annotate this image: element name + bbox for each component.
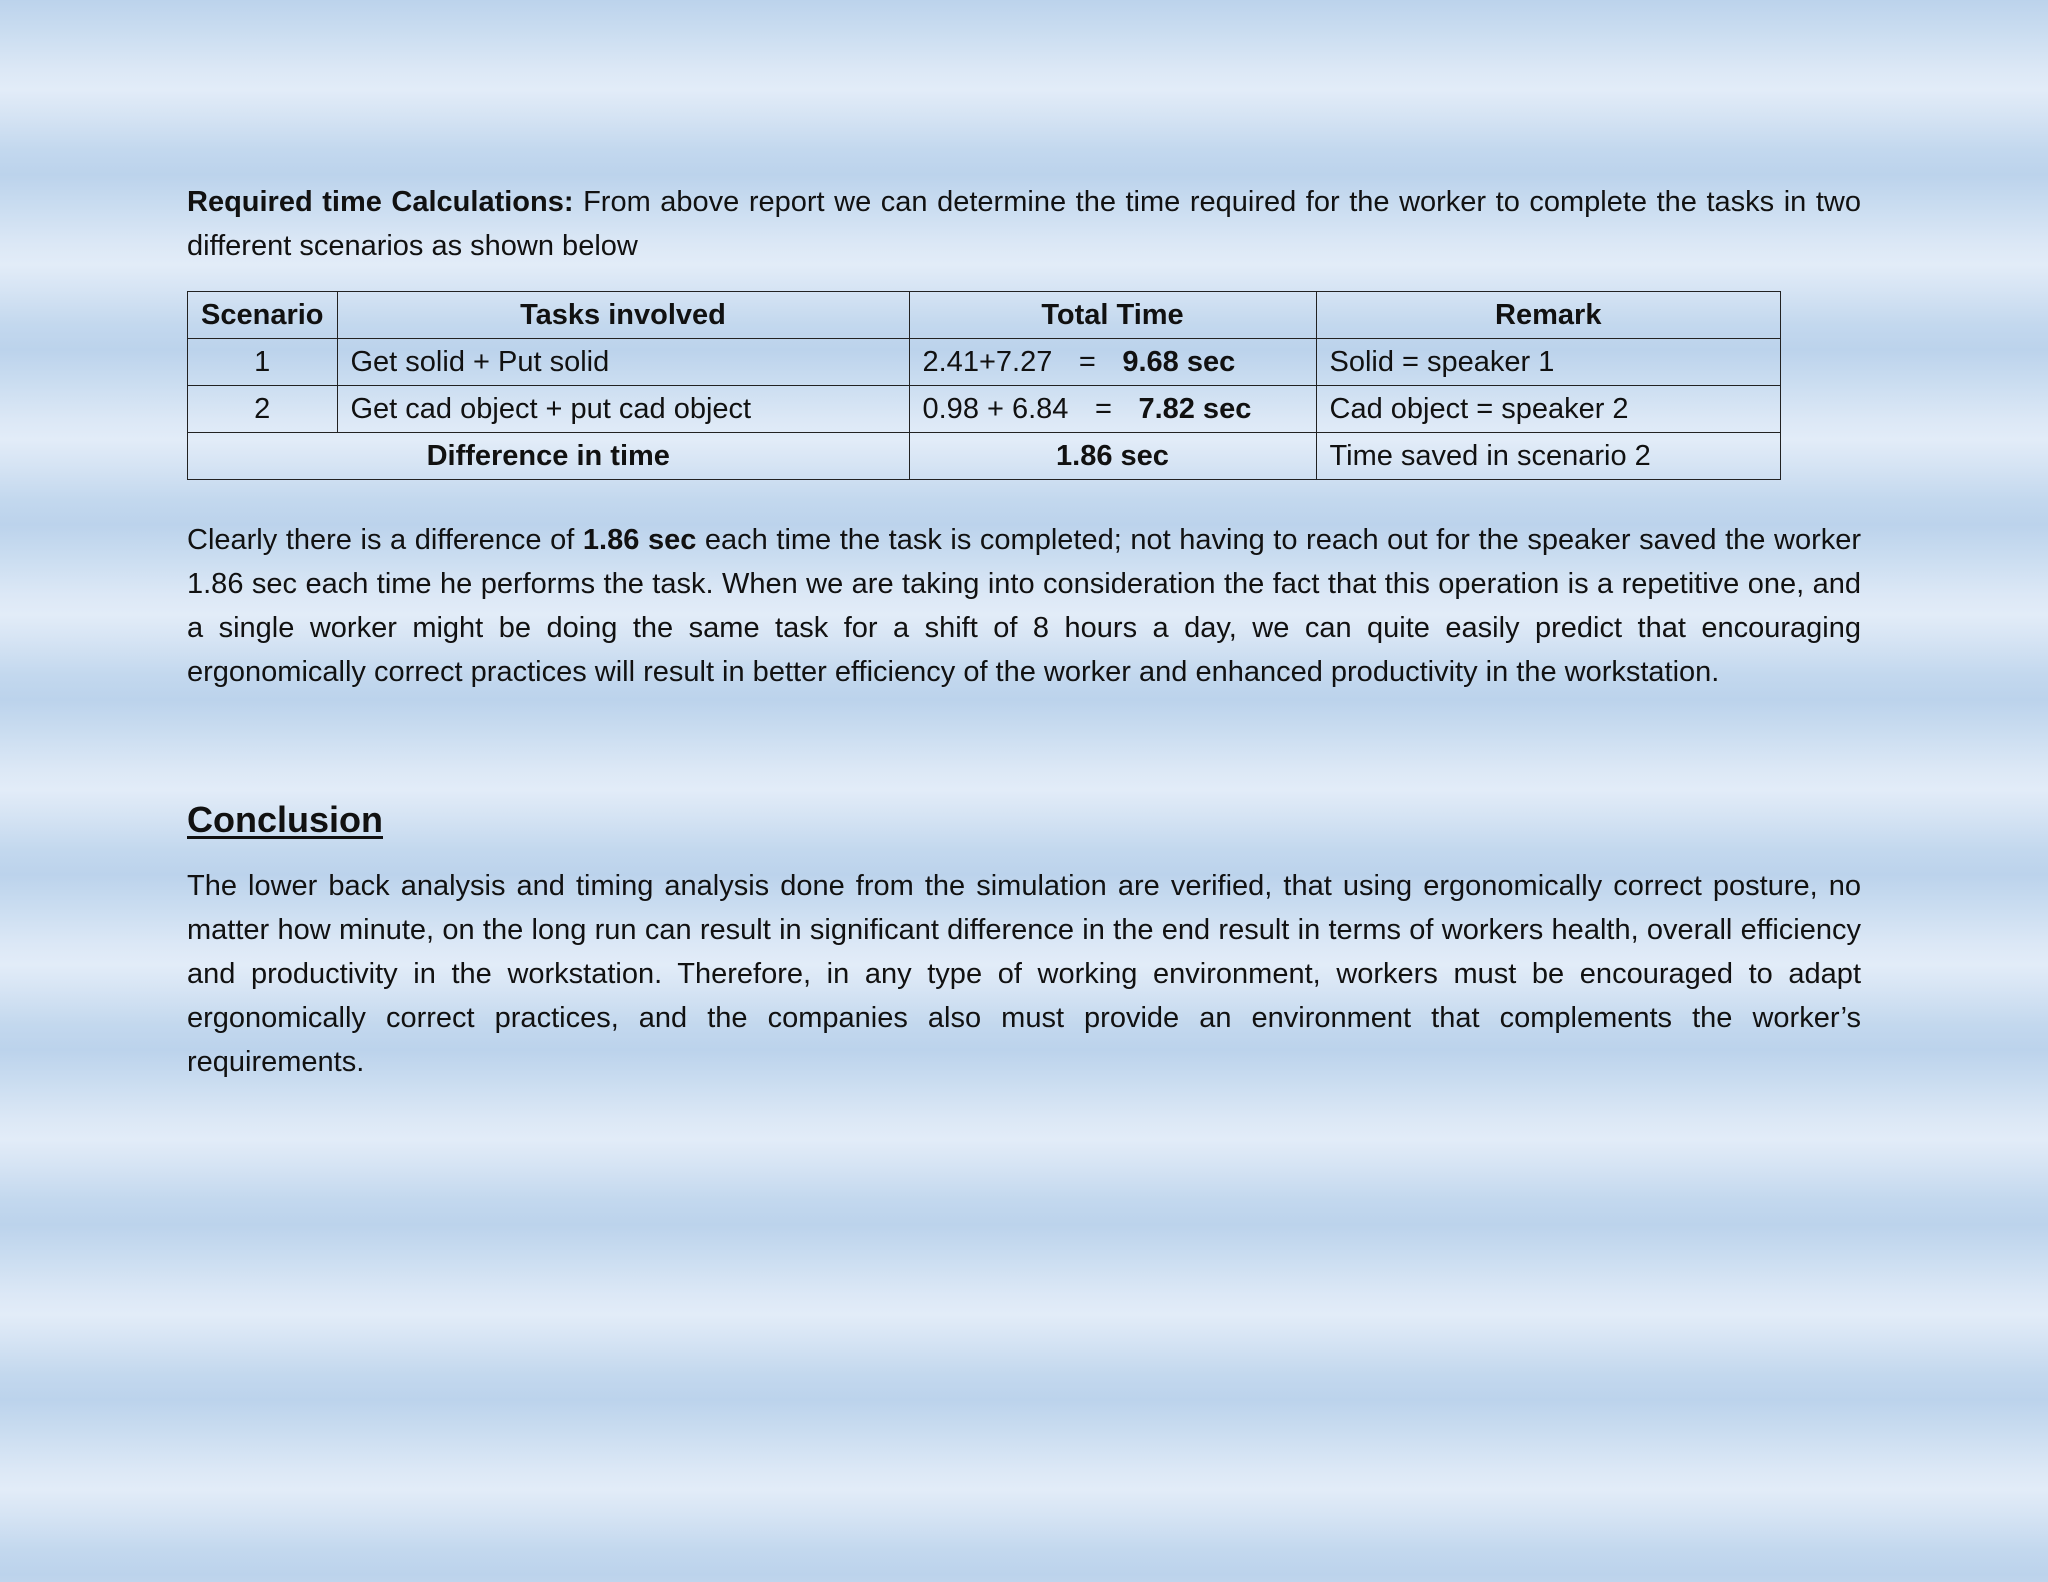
time-calculation-table [187,291,1781,480]
remark-cell: Solid = speaker 1 [1316,339,1781,386]
intro-text: From above report we can determine the time required for the worker to complete the tasks in two different scenarios as shown below [187,186,1861,262]
time-expression: 0.98 + 6.84 [922,392,1069,425]
table-header-row [188,292,1781,339]
scenario-cell: 1 [188,339,338,386]
para2-post: each time the task is completed; not having to reach out for the speaker saved the worker 1.86 sec each time he performs the task. When we are taking into consideration the fact that this operation is a repetitive one, and a single worker might be doing the same task for a shift of 8 hours a day, we can quite easily predict that encouraging ergonomically correct practices will result in better efficiency of the worker and enhanced productivity in the workstation. [187,524,1862,688]
difference-label: Difference in time [188,433,910,480]
header-total-time: Total Time [909,292,1316,339]
remark-cell: Cad object = speaker 2 [1316,386,1781,433]
conclusion-paragraph: The lower back analysis and timing analysis done from the simulation are verified, that using ergonomically correct posture, no matter how minute, on the long run can result in significant difference in the end result in terms of workers health, overall efficiency and productivity in the workstation. Therefore, in any type of working environment, workers must be encouraged to adapt ergonomically correct practices, and the companies also must provide an environment that complements the worker’s requirements. [187,870,1861,1078]
difference-value: 1.86 sec [909,433,1316,480]
tasks-cell: Get cad object + put cad object [337,386,909,433]
equals-sign: = [1078,345,1096,378]
intro-paragraph [187,180,1861,268]
time-total: 9.68 sec [1122,345,1236,378]
document-page [187,180,1861,1084]
para2-bold: 1.86 sec [582,524,697,556]
table-footer-row [188,433,1781,480]
table-row [188,386,1781,433]
equals-sign: = [1094,392,1112,425]
total-time-cell [909,339,1316,386]
header-scenario: Scenario [188,292,338,339]
conclusion-heading: Conclusion [187,799,383,840]
difference-paragraph [187,518,1861,694]
time-expression: 2.41+7.27 [922,345,1053,378]
header-remark: Remark [1316,292,1781,339]
header-tasks: Tasks involved [337,292,909,339]
para2-pre: Clearly there is a difference of [187,524,583,556]
time-total: 7.82 sec [1138,392,1252,425]
table-row [188,339,1781,386]
tasks-cell: Get solid + Put solid [337,339,909,386]
difference-remark: Time saved in scenario 2 [1316,433,1781,480]
intro-label: Required time Calculations: [187,186,574,218]
total-time-cell [909,386,1316,433]
scenario-cell: 2 [188,386,338,433]
